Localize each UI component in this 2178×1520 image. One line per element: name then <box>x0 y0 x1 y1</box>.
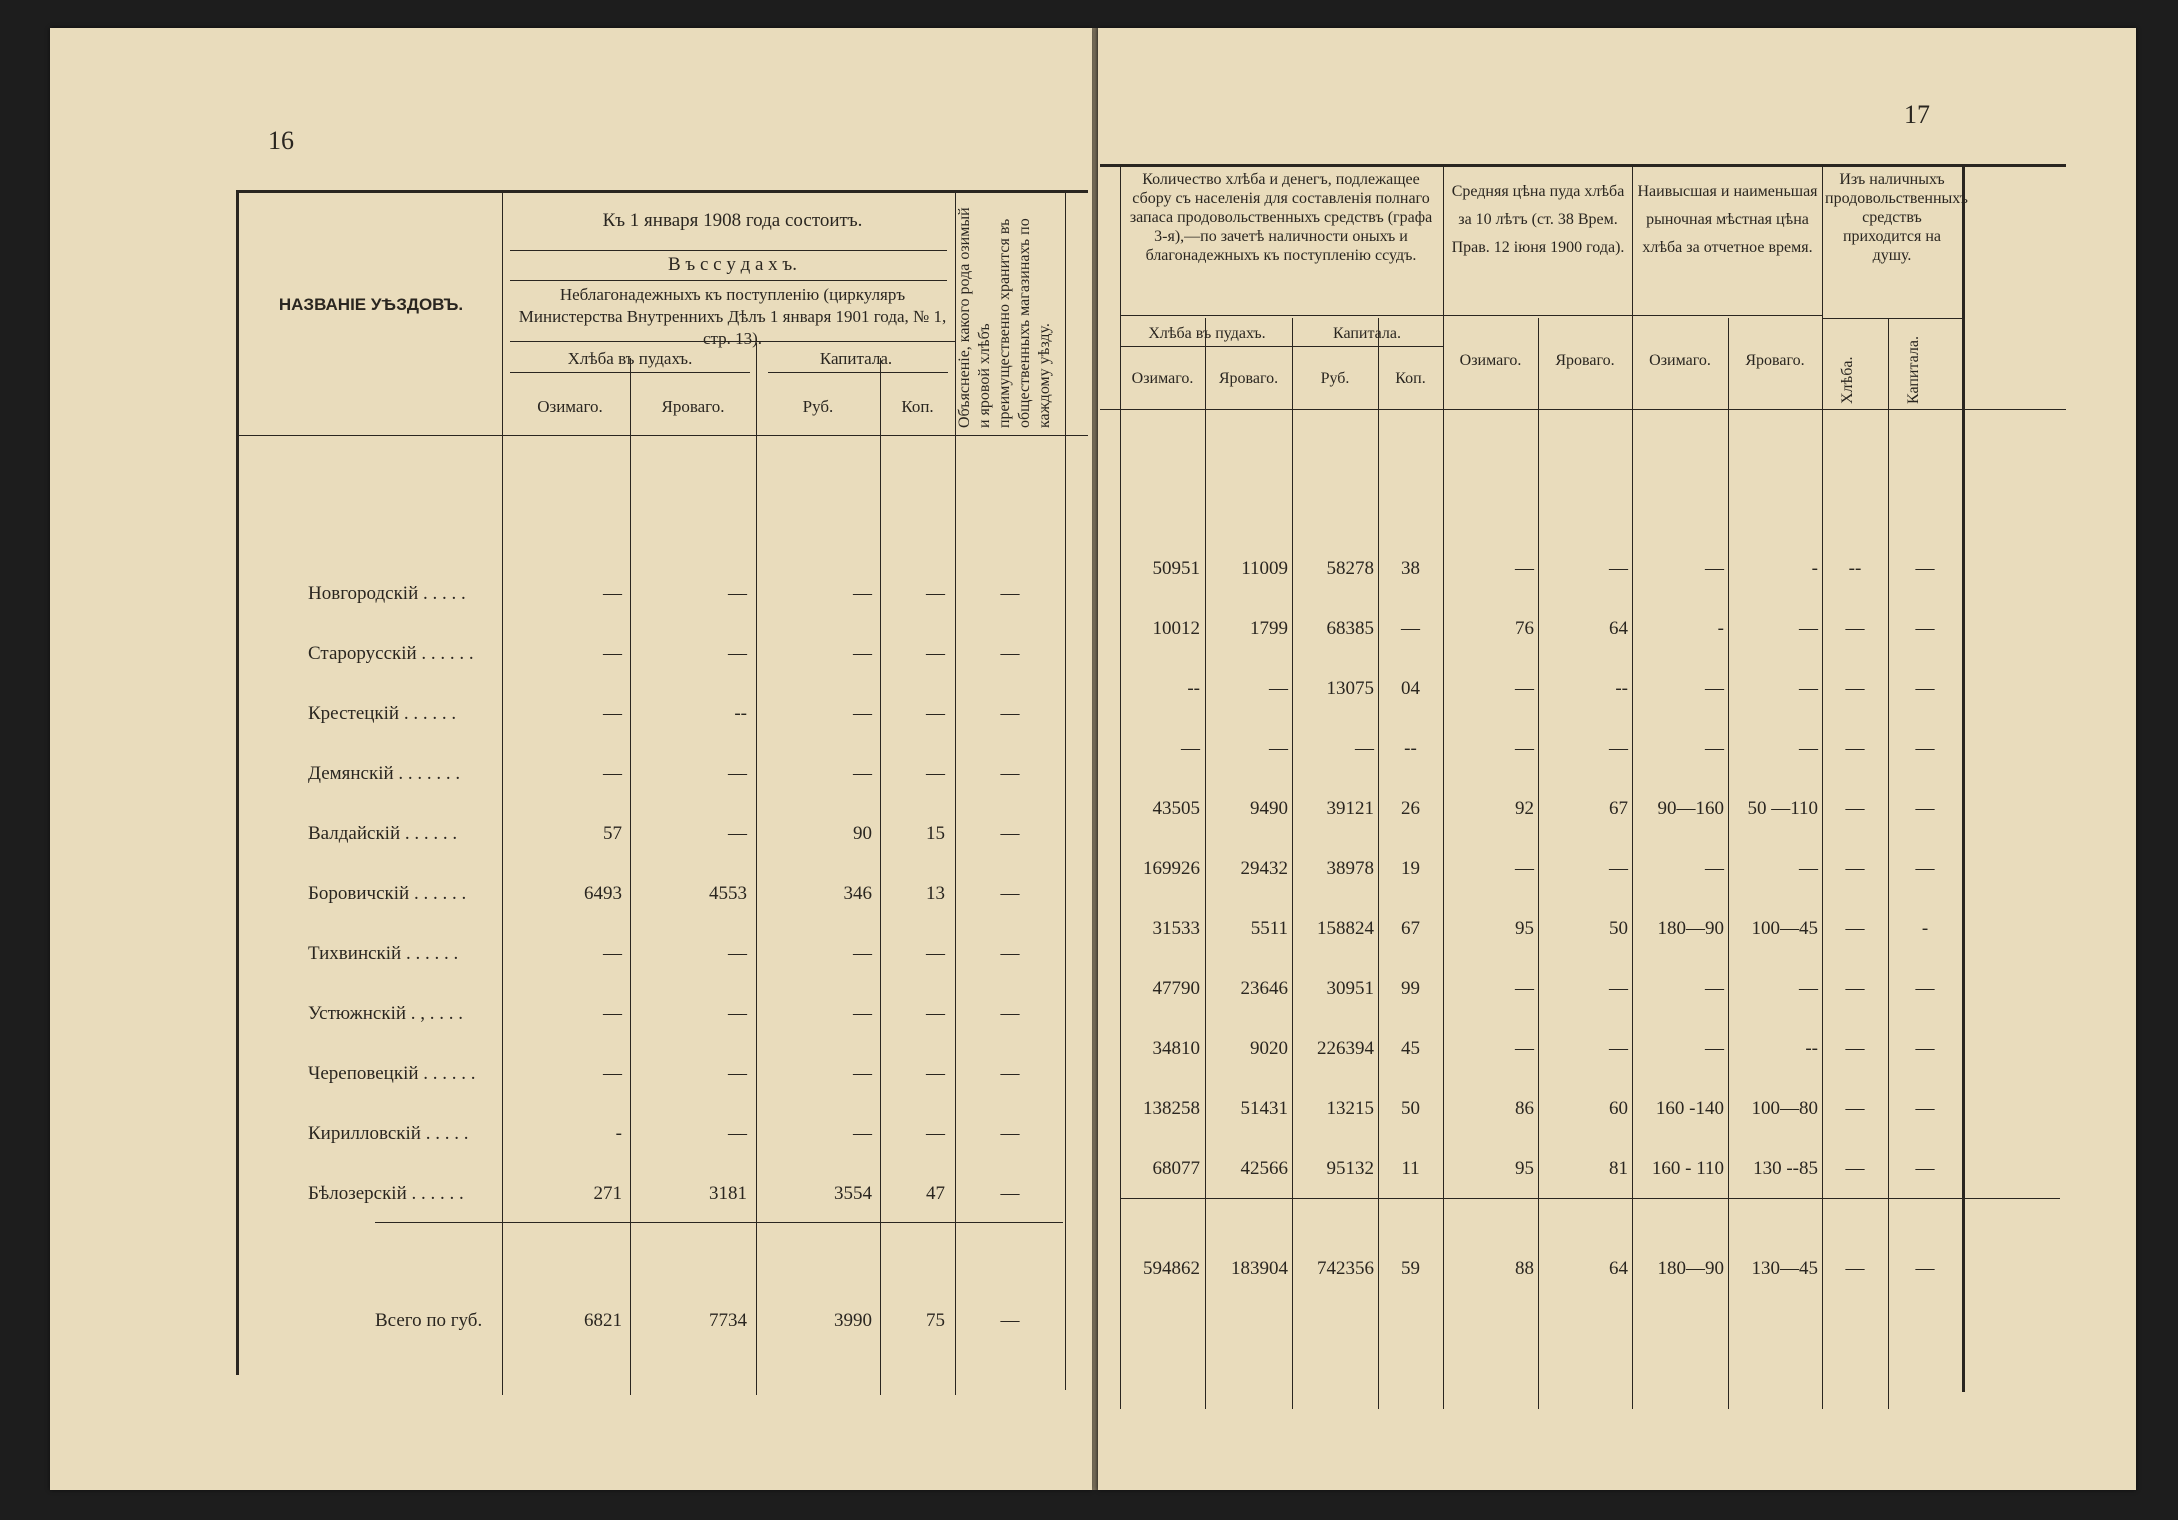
cell-rub: 346 <box>843 883 872 904</box>
cell-rub: — <box>1355 738 1374 759</box>
cell-kop: — <box>926 763 945 784</box>
header-grain: Хлѣба въ пудахъ. <box>567 349 693 368</box>
cell-spring: 11009 <box>1241 558 1288 579</box>
cell-spring: — <box>728 583 747 604</box>
cell-market-spring: - <box>1811 558 1818 579</box>
district-name: Новгородскій . . . . . <box>308 583 466 604</box>
total-kop: 75 <box>926 1310 945 1331</box>
cell-avg-spring: 81 <box>1609 1158 1628 1179</box>
cell-spring: — <box>728 823 747 844</box>
cell-per-capita-capital: — <box>1915 1158 1935 1179</box>
district-name: Кирилловскій . . . . . <box>308 1123 469 1144</box>
cell-spring: 4553 <box>709 883 747 904</box>
header-district-name: НАЗВАНІЕ УѢЗДОВЪ. <box>278 295 464 314</box>
cell-rub: — <box>853 703 872 724</box>
cell-kop: 04 <box>1401 678 1420 699</box>
cell-rub: 68385 <box>1326 618 1374 639</box>
cell-per-capita-grain: — <box>1845 1158 1865 1179</box>
cell-explanation: — <box>1000 1003 1020 1024</box>
cell-rub: 13215 <box>1326 1098 1374 1119</box>
cell-winter: 50951 <box>1152 558 1200 579</box>
col-winter: Озимаго. <box>537 397 603 416</box>
cell-avg-spring: 67 <box>1609 798 1628 819</box>
cell-kop: 38 <box>1401 558 1420 579</box>
col-avg-spring: Яроваго. <box>1555 352 1615 369</box>
cell-kop: 67 <box>1401 918 1420 939</box>
cell-winter: — <box>603 643 622 664</box>
page-number-right: 17 <box>1904 100 1930 129</box>
cell-market-spring: — <box>1799 978 1818 999</box>
header-quantity: Количество хлѣба и денегъ, подлежащее сбору съ населенія для составленія полнаго запаса продовольственныхъ средствъ (графа 3-я),—по зачетѣ наличности оныхъ и благонадежныхъ къ поступленію ссудъ. <box>1129 171 1433 264</box>
cell-market-winter: 160 -140 <box>1655 1098 1724 1119</box>
total-explanation: — <box>1000 1310 1020 1331</box>
cell-market-spring: — <box>1799 678 1818 699</box>
cell-kop: 50 <box>1401 1098 1420 1119</box>
cell-market-spring: 130 --85 <box>1753 1158 1818 1179</box>
cell-market-winter: — <box>1705 978 1724 999</box>
cell-rub: — <box>853 943 872 964</box>
cell-explanation: — <box>1000 823 1020 844</box>
cell-kop: 19 <box>1401 858 1420 879</box>
cell-winter: 6493 <box>584 883 622 904</box>
header-market-price: Наивысшая и наименьшая рыночная мѣстная цѣна хлѣба за отчетное время. <box>1637 183 1818 256</box>
cell-kop: 99 <box>1401 978 1420 999</box>
cell-kop: — <box>926 643 945 664</box>
cell-spring: — <box>1269 738 1288 759</box>
cell-winter: 138258 <box>1143 1098 1200 1119</box>
total-winter: 6821 <box>584 1310 622 1331</box>
cell-winter: 10012 <box>1152 618 1200 639</box>
cell-avg-winter: 95 <box>1515 1158 1534 1179</box>
cell-rub: 158824 <box>1317 918 1374 939</box>
total-rub: 742356 <box>1317 1258 1374 1279</box>
cell-spring: 29432 <box>1240 858 1288 879</box>
cell-spring: — <box>1269 678 1288 699</box>
header-loans: В ъ с с у д а х ъ. <box>667 254 798 275</box>
cell-rub: 3554 <box>834 1183 872 1204</box>
cell-avg-spring: -- <box>1615 678 1628 699</box>
total-rub: 3990 <box>834 1310 872 1331</box>
total-spring: 7734 <box>709 1310 747 1331</box>
header-average-price: Средняя цѣна пуда хлѣба за 10 лѣтъ (ст. 38 Врем. Прав. 12 іюня 1900 года). <box>1451 183 1625 256</box>
cell-avg-spring: — <box>1609 1038 1628 1059</box>
cell-rub: — <box>853 583 872 604</box>
cell-spring: 42566 <box>1240 1158 1288 1179</box>
district-name: Череповецкій . . . . . . <box>308 1063 476 1084</box>
col-rub: Руб. <box>1320 370 1350 387</box>
cell-avg-spring: — <box>1609 558 1628 579</box>
cell-market-spring: -- <box>1805 1038 1818 1059</box>
cell-kop: -- <box>1404 738 1417 759</box>
col-per-capita-capital: Капитала. <box>1905 336 1922 404</box>
cell-winter: — <box>603 943 622 964</box>
cell-rub: 30951 <box>1326 978 1374 999</box>
col-rub: Руб. <box>802 397 834 416</box>
col-avg-winter: Озимаго. <box>1459 352 1522 369</box>
cell-per-capita-grain: -- <box>1848 558 1862 579</box>
cell-rub: — <box>853 643 872 664</box>
total-winter: 594862 <box>1143 1258 1200 1279</box>
total-market-spring: 130—45 <box>1751 1258 1818 1279</box>
cell-avg-spring: 60 <box>1609 1098 1628 1119</box>
cell-rub: — <box>853 1063 872 1084</box>
cell-avg-winter: — <box>1515 1038 1534 1059</box>
cell-kop: — <box>1401 618 1420 639</box>
cell-market-spring: — <box>1799 858 1818 879</box>
district-name: Демянскій . . . . . . . <box>308 763 461 784</box>
cell-winter: — <box>603 1063 622 1084</box>
district-name: Боровичскій . . . . . . <box>308 883 467 904</box>
cell-explanation: — <box>1000 883 1020 904</box>
cell-kop: 15 <box>926 823 945 844</box>
cell-winter: 271 <box>593 1183 622 1204</box>
cell-explanation: — <box>1000 703 1020 724</box>
cell-market-winter: — <box>1705 858 1724 879</box>
cell-avg-spring: — <box>1609 978 1628 999</box>
cell-winter: 34810 <box>1152 1038 1200 1059</box>
cell-avg-spring: — <box>1609 738 1628 759</box>
cell-market-spring: — <box>1799 738 1818 759</box>
cell-kop: — <box>926 1123 945 1144</box>
cell-kop: — <box>926 1003 945 1024</box>
total-market-winter: 180—90 <box>1657 1258 1724 1279</box>
cell-avg-winter: — <box>1515 558 1534 579</box>
total-avg-spring: 64 <box>1609 1258 1628 1279</box>
cell-explanation: — <box>1000 1123 1020 1144</box>
cell-avg-winter: — <box>1515 978 1534 999</box>
district-name: Валдайскій . . . . . . <box>308 823 458 844</box>
cell-kop: — <box>926 703 945 724</box>
cell-winter: -- <box>1187 678 1200 699</box>
cell-avg-winter: 95 <box>1515 918 1534 939</box>
cell-spring: — <box>728 763 747 784</box>
cell-per-capita-grain: — <box>1845 1098 1865 1119</box>
cell-kop: 47 <box>926 1183 945 1204</box>
cell-per-capita-capital: — <box>1915 798 1935 819</box>
col-kop: Коп. <box>1395 370 1426 387</box>
cell-rub: 95132 <box>1326 1158 1374 1179</box>
cell-market-spring: 50 —110 <box>1747 798 1818 819</box>
cell-avg-winter: 92 <box>1515 798 1534 819</box>
header-capital: Капитала. <box>1333 325 1401 342</box>
header-as-of-date: Къ 1 января 1908 года состоитъ. <box>602 210 863 231</box>
cell-avg-winter: — <box>1515 678 1534 699</box>
cell-spring: 51431 <box>1240 1098 1288 1119</box>
cell-winter: — <box>603 763 622 784</box>
district-name: Старорусскій . . . . . . <box>308 643 474 664</box>
cell-winter: 47790 <box>1152 978 1200 999</box>
cell-avg-spring: 64 <box>1609 618 1628 639</box>
cell-per-capita-grain: — <box>1845 858 1865 879</box>
cell-avg-winter: 86 <box>1515 1098 1534 1119</box>
cell-spring: — <box>728 1063 747 1084</box>
cell-per-capita-grain: — <box>1845 738 1865 759</box>
total-per-capita-capital: — <box>1915 1258 1935 1279</box>
cell-market-spring: 100—80 <box>1751 1098 1818 1119</box>
cell-winter: 169926 <box>1143 858 1200 879</box>
cell-rub: 58278 <box>1326 558 1374 579</box>
cell-winter: — <box>603 703 622 724</box>
cell-kop: 45 <box>1401 1038 1420 1059</box>
total-avg-winter: 88 <box>1515 1258 1534 1279</box>
cell-market-winter: 160 - 110 <box>1651 1158 1724 1179</box>
cell-rub: 13075 <box>1326 678 1374 699</box>
cell-explanation: — <box>1000 943 1020 964</box>
cell-avg-winter: — <box>1515 858 1534 879</box>
col-market-winter: Озимаго. <box>1649 352 1711 369</box>
col-winter: Озимаго. <box>1131 370 1194 387</box>
cell-market-winter: 180—90 <box>1657 918 1724 939</box>
district-name: Крестецкій . . . . . . <box>308 703 457 724</box>
cell-rub: 90 <box>853 823 872 844</box>
col-market-spring: Яроваго. <box>1745 352 1805 369</box>
cell-market-winter: — <box>1705 738 1724 759</box>
col-spring: Яроваго. <box>661 397 725 416</box>
cell-rub: — <box>853 1003 872 1024</box>
cell-explanation: — <box>1000 763 1020 784</box>
col-per-capita-grain: Хлѣба. <box>1839 356 1856 404</box>
cell-market-winter: — <box>1705 1038 1724 1059</box>
cell-kop: 13 <box>926 883 945 904</box>
cell-rub: 38978 <box>1326 858 1374 879</box>
cell-winter: — <box>603 583 622 604</box>
col-spring: Яроваго. <box>1218 370 1279 387</box>
cell-per-capita-grain: — <box>1845 618 1865 639</box>
cell-per-capita-grain: — <box>1845 918 1865 939</box>
cell-per-capita-grain: — <box>1845 978 1865 999</box>
page-number-left: 16 <box>268 126 294 155</box>
cell-explanation: — <box>1000 583 1020 604</box>
district-name: Бѣлозерскій . . . . . . <box>308 1183 464 1204</box>
district-name: Устюжнскій . , . . . . <box>308 1003 464 1024</box>
cell-avg-winter: — <box>1515 738 1534 759</box>
cell-spring: — <box>728 1003 747 1024</box>
cell-spring: 23646 <box>1240 978 1288 999</box>
total-per-capita-grain: — <box>1845 1258 1865 1279</box>
right-page <box>1098 28 2136 1490</box>
cell-winter: — <box>603 1003 622 1024</box>
cell-spring: 3181 <box>709 1183 747 1204</box>
cell-winter: 31533 <box>1152 918 1200 939</box>
cell-per-capita-capital: — <box>1915 618 1935 639</box>
cell-rub: 226394 <box>1317 1038 1374 1059</box>
cell-market-winter: — <box>1705 678 1724 699</box>
cell-spring: -- <box>734 703 747 724</box>
cell-per-capita-capital: — <box>1915 1098 1935 1119</box>
cell-per-capita-capital: — <box>1915 978 1935 999</box>
cell-kop: — <box>926 943 945 964</box>
cell-explanation: — <box>1000 643 1020 664</box>
cell-per-capita-grain: — <box>1845 678 1865 699</box>
cell-winter: 57 <box>603 823 622 844</box>
cell-per-capita-capital: — <box>1915 858 1935 879</box>
cell-rub: — <box>853 763 872 784</box>
cell-rub: — <box>853 1123 872 1144</box>
cell-winter: 68077 <box>1152 1158 1200 1179</box>
cell-spring: 1799 <box>1250 618 1288 639</box>
cell-avg-winter: 76 <box>1515 618 1534 639</box>
cell-kop: 11 <box>1401 1158 1420 1179</box>
cell-spring: — <box>728 1123 747 1144</box>
total-kop: 59 <box>1401 1258 1420 1279</box>
cell-avg-spring: — <box>1609 858 1628 879</box>
cell-per-capita-capital: — <box>1915 558 1935 579</box>
cell-kop: 26 <box>1401 798 1420 819</box>
header-capital: Капитала. <box>819 349 893 368</box>
cell-spring: — <box>728 643 747 664</box>
cell-winter: 43505 <box>1152 798 1200 819</box>
district-name: Тихвинскій . . . . . . <box>308 943 459 964</box>
cell-per-capita-grain: — <box>1845 798 1865 819</box>
cell-winter: - <box>615 1123 622 1144</box>
cell-market-winter: - <box>1717 618 1724 639</box>
cell-kop: — <box>926 1063 945 1084</box>
cell-kop: — <box>926 583 945 604</box>
cell-spring: 9020 <box>1250 1038 1288 1059</box>
cell-spring: 9490 <box>1250 798 1288 819</box>
cell-spring: — <box>728 943 747 964</box>
cell-market-spring: — <box>1799 618 1818 639</box>
header-loans-description: Неблагонадежныхъ къ поступленію (циркуляръ Министерства Внутреннихъ Дѣлъ 1 января 1901 года, № 1, стр. 13). <box>518 285 947 348</box>
cell-market-winter: — <box>1705 558 1724 579</box>
cell-rub: 39121 <box>1326 798 1374 819</box>
cell-explanation: — <box>1000 1183 1020 1204</box>
left-page <box>50 28 1092 1490</box>
cell-explanation: — <box>1000 1063 1020 1084</box>
cell-avg-spring: 50 <box>1609 918 1628 939</box>
cell-per-capita-grain: — <box>1845 1038 1865 1059</box>
cell-market-spring: 100—45 <box>1751 918 1818 939</box>
total-label: Всего по губ. <box>375 1310 483 1331</box>
total-spring: 183904 <box>1231 1258 1288 1279</box>
header-grain: Хлѣба въ пудахъ. <box>1148 325 1266 342</box>
cell-per-capita-capital: — <box>1915 678 1935 699</box>
cell-winter: — <box>1181 738 1200 759</box>
header-per-capita: Изъ наличныхъ продовольственныхъ средствъ приходится на душу. <box>1825 171 1968 264</box>
col-kop: Коп. <box>901 397 934 416</box>
cell-spring: 5511 <box>1250 918 1288 939</box>
header-explanation: Объясненіе, какого рода озимый и яровой хлѣбъ преимущественно хранится въ общественныхъ магазинахъ по каждому уѣзду. <box>956 207 1053 428</box>
cell-market-winter: 90—160 <box>1657 798 1724 819</box>
cell-per-capita-capital: — <box>1915 1038 1935 1059</box>
cell-per-capita-capital: — <box>1915 738 1935 759</box>
cell-per-capita-capital: - <box>1921 918 1929 939</box>
